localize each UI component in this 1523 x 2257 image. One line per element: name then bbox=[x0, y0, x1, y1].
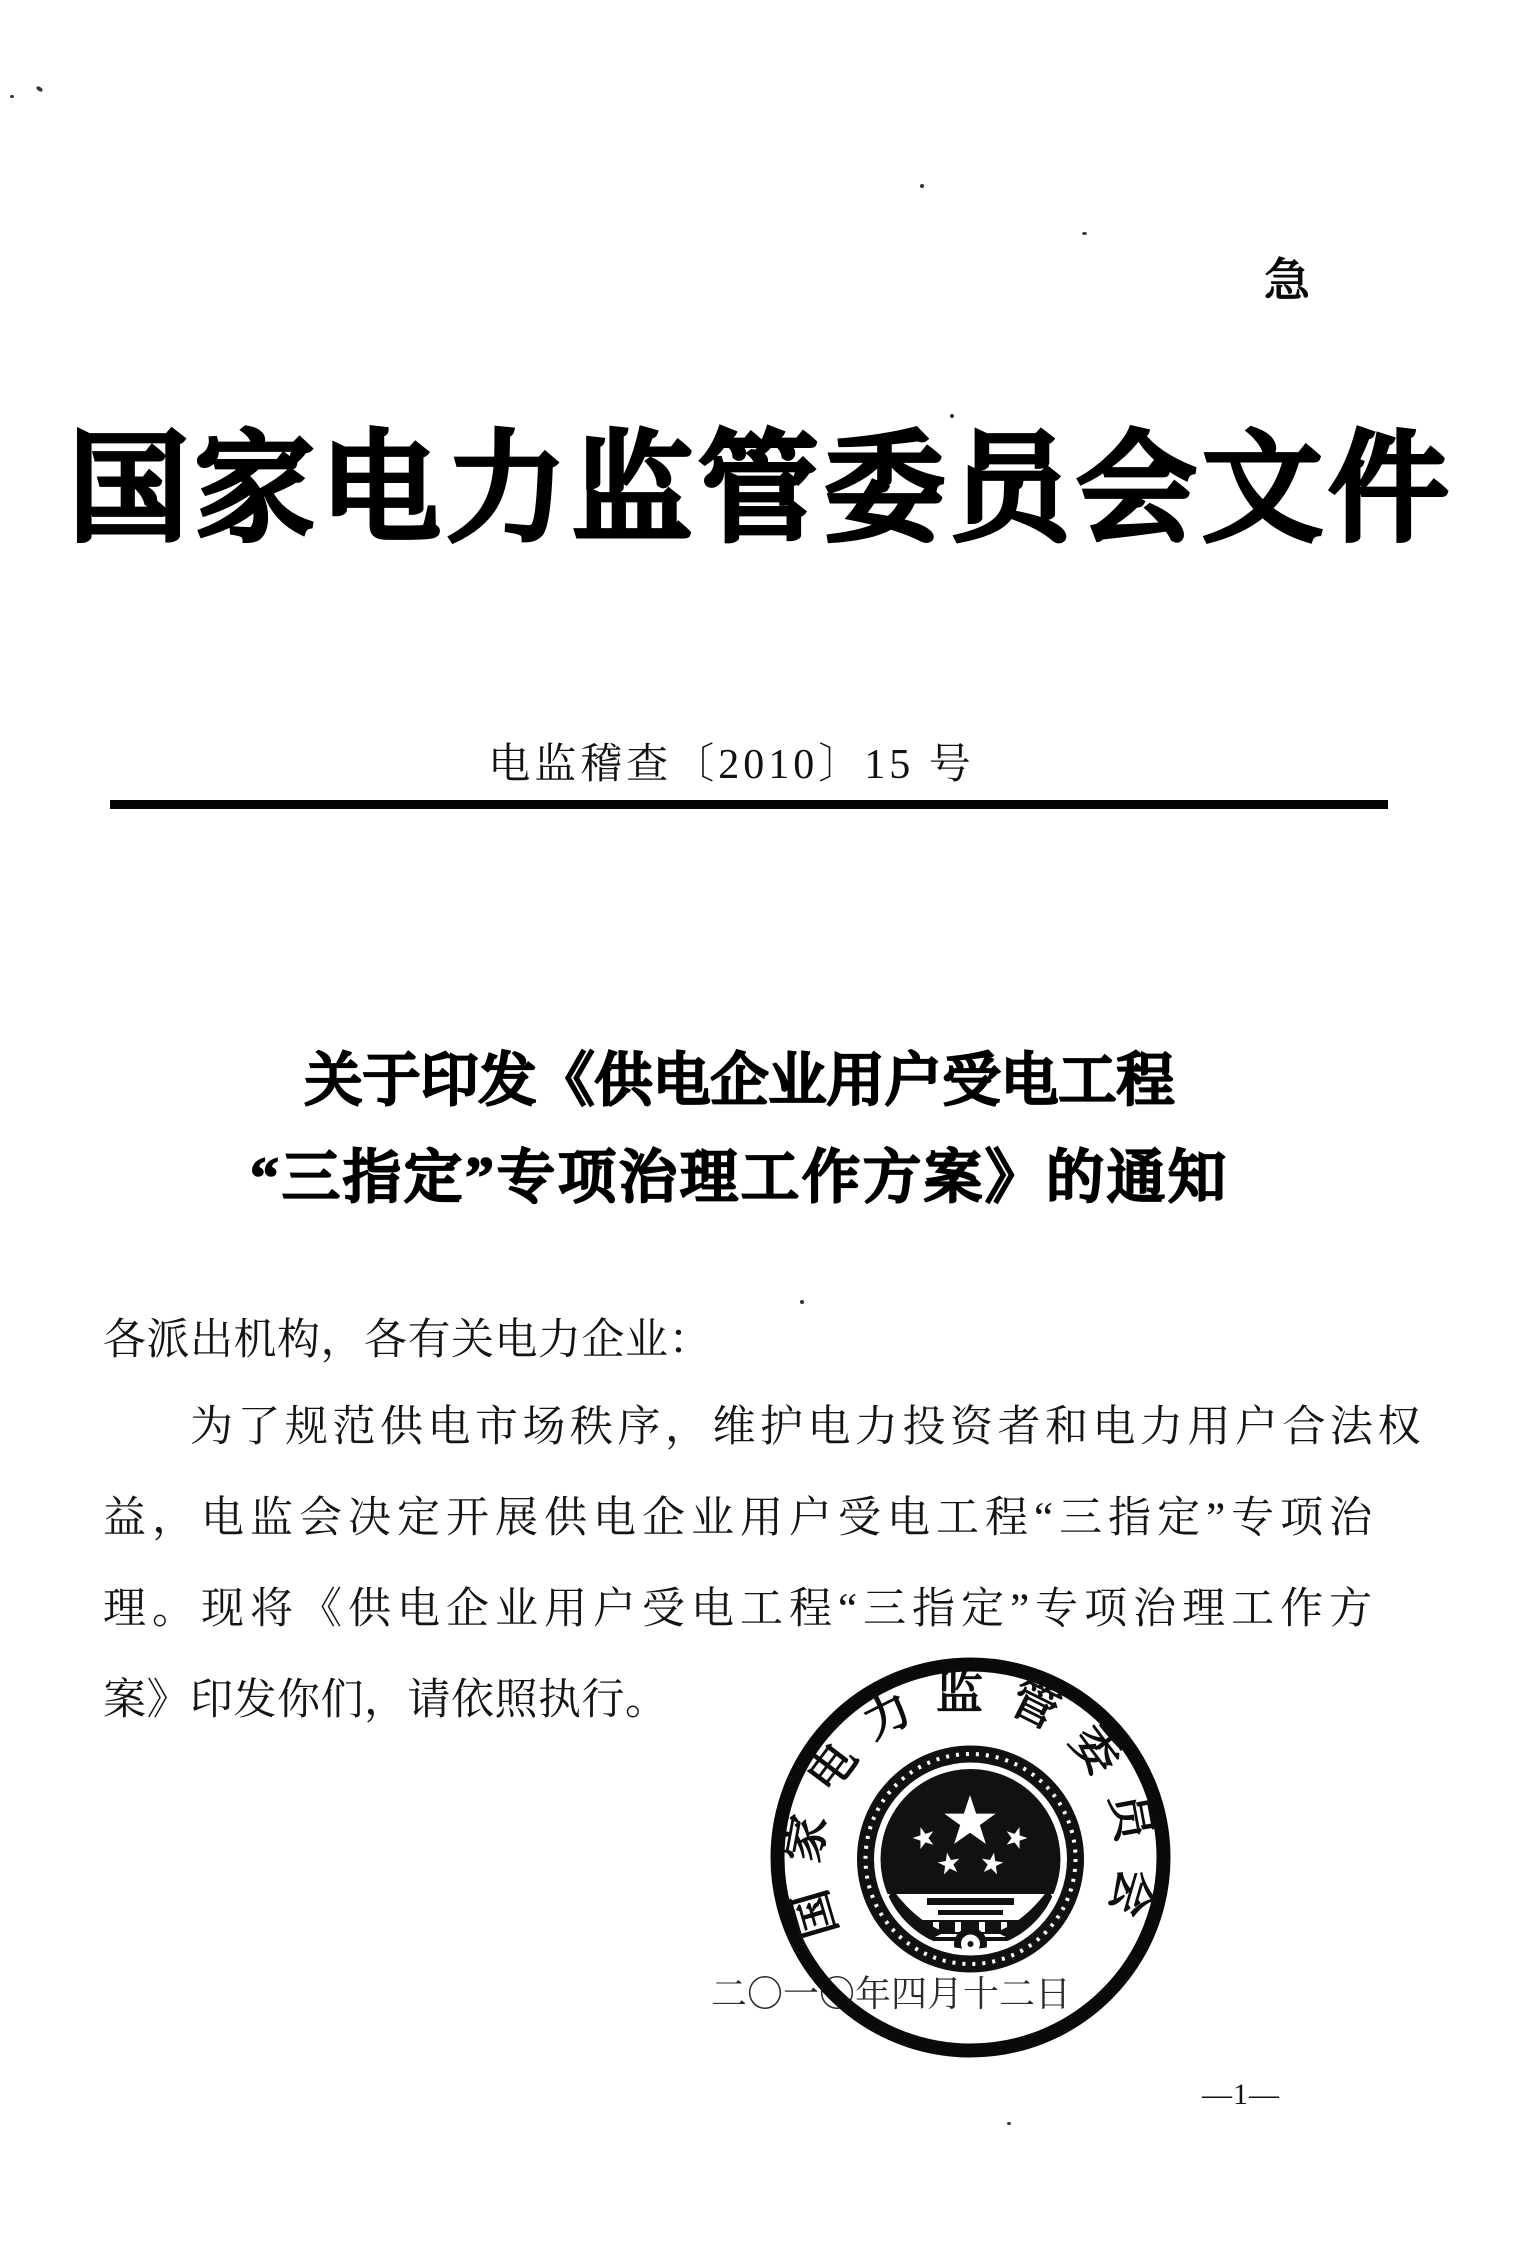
separator-rule bbox=[110, 800, 1388, 809]
scan-speck bbox=[1082, 232, 1087, 235]
body-line: 理。现将《供电企业用户受电工程“三指定”专项治理工作方 bbox=[103, 1586, 1379, 1633]
scan-speck bbox=[1007, 2122, 1011, 2125]
notice-title bbox=[0, 1032, 1501, 1226]
seal-ring-text: 国家电力监管委员会 bbox=[777, 1667, 1164, 1944]
scan-speck bbox=[920, 184, 924, 188]
body-line: 为了规范供电市场秩序，维护电力投资者和电力用户合法权 bbox=[190, 1404, 1425, 1451]
scan-speck bbox=[800, 1300, 804, 1304]
issue-date: 二〇一〇年四月十二日 bbox=[711, 1974, 1072, 2014]
scan-speck bbox=[10, 95, 14, 98]
body-salutation: 各派出机构，各有关电力企业： bbox=[103, 1317, 712, 1364]
page-number: —1— bbox=[1202, 2078, 1280, 2111]
notice-title-line1: 关于印发《供电企业用户受电工程 bbox=[304, 1048, 1175, 1113]
scan-speck bbox=[35, 85, 43, 92]
body-line: 益，电监会决定开展供电企业用户受电工程“三指定”专项治 bbox=[103, 1495, 1379, 1542]
urgency-label: 急 bbox=[1264, 254, 1310, 306]
notice-title-line2: “三指定”专项治理工作方案》的通知 bbox=[249, 1145, 1229, 1210]
body-line: 案》印发你们，请依照执行。 bbox=[103, 1677, 669, 1724]
national-emblem-icon bbox=[866, 1754, 1076, 1964]
official-seal bbox=[767, 1654, 1174, 2061]
masthead-title: 国家电力监管委员会文件 bbox=[68, 423, 1455, 556]
doc-number: 电监稽查〔2010〕15 号 bbox=[488, 742, 975, 788]
